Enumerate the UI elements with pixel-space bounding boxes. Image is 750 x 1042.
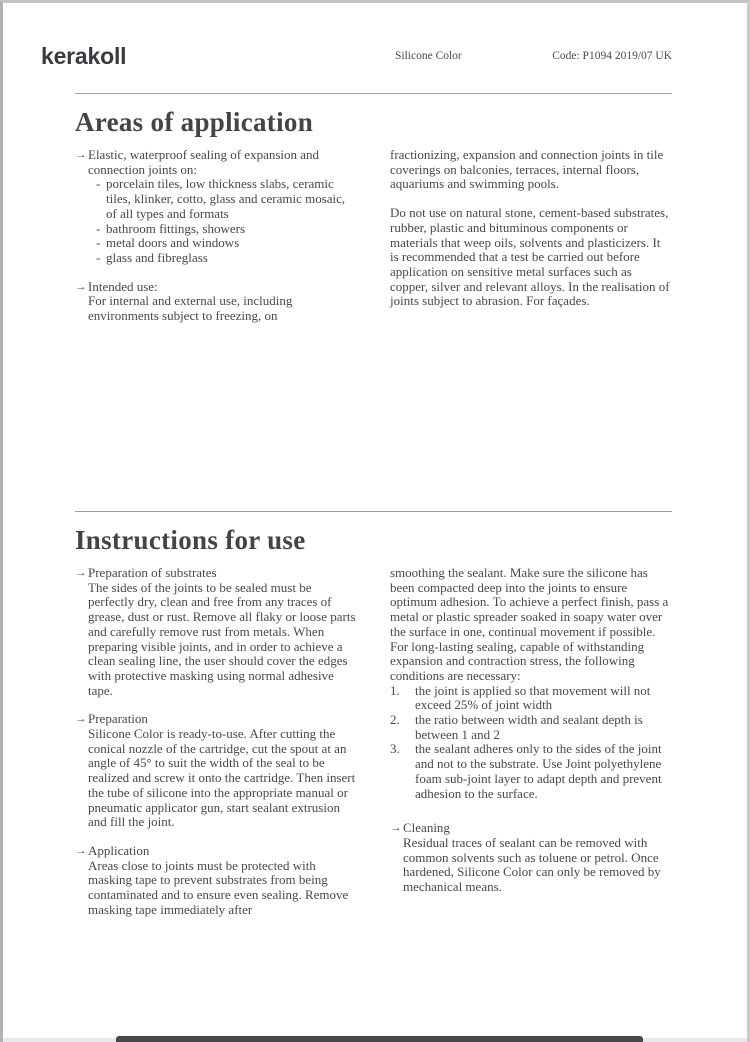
bullet-body: Areas close to joints must be protected with masking tape to prevent substrates from being contaminated and to ensure even sealing. Remove masking tape immediately after <box>88 857 349 917</box>
list-item-text: bathroom fittings, showers <box>106 220 246 236</box>
bullet-body: The sides of the joints to be sealed must be perfectly dry, clean and free from any traces of grease, dust or rust. Remove all flaky or loose parts and carefully remove rust from metals. When preparing visible joints, and in order to achieve a clean sealing line, the user should cover the edges with protective masking using normal adhesive tape. <box>88 579 356 698</box>
list-item-text: metal doors and windows <box>106 235 240 251</box>
bullet-block-preparation <box>75 712 357 830</box>
dash-marker: - <box>96 220 101 236</box>
arrow-icon: → <box>390 822 402 835</box>
item-text: the ratio between width and sealant depth is between 1 and 2 <box>415 712 643 742</box>
header-divider <box>75 93 672 94</box>
bullet-block-application <box>75 844 357 918</box>
numbered-item <box>390 742 672 801</box>
page-header <box>3 43 747 69</box>
list-item <box>96 222 357 237</box>
bullet-block-sealing <box>75 148 357 266</box>
areas-columns <box>75 148 672 324</box>
bullet-content <box>88 280 357 324</box>
bullet-body: For internal and external use, including environments subject to freezing, on <box>88 293 293 324</box>
section-divider <box>75 511 672 512</box>
paragraph: Do not use on natural stone, cement-based substrates, rubber, plastic and bituminous components or materials that weep oils, solvents and plasticizers. It is recommended that a test be carried out before application on sensitive metal surfaces such as copper, silver and relevant alloys. In the realisation of joints subject to abrasion. For façades. <box>390 205 670 309</box>
item-text: the joint is applied so that movement will not exceed 25% of joint width <box>415 682 651 713</box>
numbered-item <box>390 713 672 742</box>
bottom-bar <box>116 1036 643 1042</box>
item-number: 3. <box>390 741 400 757</box>
areas-right-column <box>390 148 672 324</box>
bullet-lead: Elastic, waterproof sealing of expansion and connection joints on: <box>88 147 320 177</box>
list-item-text: glass and fibreglass <box>106 249 208 265</box>
paragraph: smoothing the sealant. Make sure the silicone has been compacted deep into the joints to ensure optimum adhesion. To achieve a perfect finish, pass a metal or plastic spreader soaked in soapy water over the surface in one, continual movement if possible. For long-lasting sealing, capable of withstanding expansion and contraction stress, the following conditions are necessary: <box>390 565 669 683</box>
instructions-columns <box>75 566 672 917</box>
document-code: Code: P1094 2019/07 UK <box>552 50 672 62</box>
bullet-lead: Preparation of substrates <box>88 565 217 580</box>
numbered-item <box>390 684 672 713</box>
bullet-lead: Cleaning <box>403 820 450 836</box>
dash-marker: - <box>96 235 101 251</box>
list-item <box>96 177 357 221</box>
item-text: the sealant adheres only to the sides of the joint and not to the substrate. Use Joint polyethylene foam sub-joint layer to adapt depth and prevent adhesion to the surface. <box>415 741 662 801</box>
item-number: 2. <box>390 712 400 728</box>
list-item <box>96 251 357 266</box>
arrow-icon: → <box>75 567 87 579</box>
arrow-icon: → <box>75 149 87 161</box>
bullet-lead: Preparation <box>88 711 148 727</box>
list-item <box>96 236 357 251</box>
bullet-lead: Intended use: <box>88 278 158 294</box>
section-title-instructions: Instructions for use <box>75 525 306 555</box>
arrow-icon: → <box>75 713 87 726</box>
section-title-areas: Areas of application <box>75 107 314 137</box>
bullet-content <box>88 712 357 830</box>
instructions-right-column <box>390 566 672 917</box>
areas-left-column <box>75 148 357 324</box>
bullet-body: Residual traces of sealant can be removed with common solvents such as toluene or petrol. Once hardened, Silicone Color can only be removed by mechanical means. <box>403 834 661 895</box>
bullet-content <box>88 148 357 266</box>
instructions-left-column <box>75 566 357 917</box>
bullet-block-preparation-substrates <box>75 566 357 698</box>
arrow-icon: → <box>75 844 87 857</box>
bullet-content <box>403 821 672 895</box>
bullet-content <box>88 844 357 918</box>
paragraph: fractionizing, expansion and connection joints in tile coverings on balconies, terraces, internal floors, aquariums and swimming pools. <box>390 147 664 192</box>
bullet-content <box>88 566 357 698</box>
bullet-block-intended-use <box>75 280 357 324</box>
kerakoll-logo: kerakoll <box>41 43 127 69</box>
bullet-body: Silicone Color is ready-to-use. After cutting the conical nozzle of the cartridge, cut the spout at an angle of 45° to suit the width of the seal to be realized and screw it onto the cartridge. Then insert the tube of silicone into the appropriate manual or pneumatic applicator gun, start sealant extrusion and fill the joint. <box>88 726 356 830</box>
section-areas-of-application <box>75 107 672 511</box>
item-number: 1. <box>390 682 400 698</box>
dash-marker: - <box>96 176 101 192</box>
arrow-icon: → <box>75 280 87 293</box>
bullet-block-cleaning <box>390 821 672 895</box>
product-name: Silicone Color <box>395 50 462 62</box>
list-item-text: porcelain tiles, low thickness slabs, ceramic tiles, klinker, cotto, glass and ceramic mosaic, of all types and formats <box>106 176 346 221</box>
section-instructions-for-use <box>75 525 672 917</box>
bullet-lead: Application <box>88 842 150 858</box>
dash-marker: - <box>96 249 101 265</box>
